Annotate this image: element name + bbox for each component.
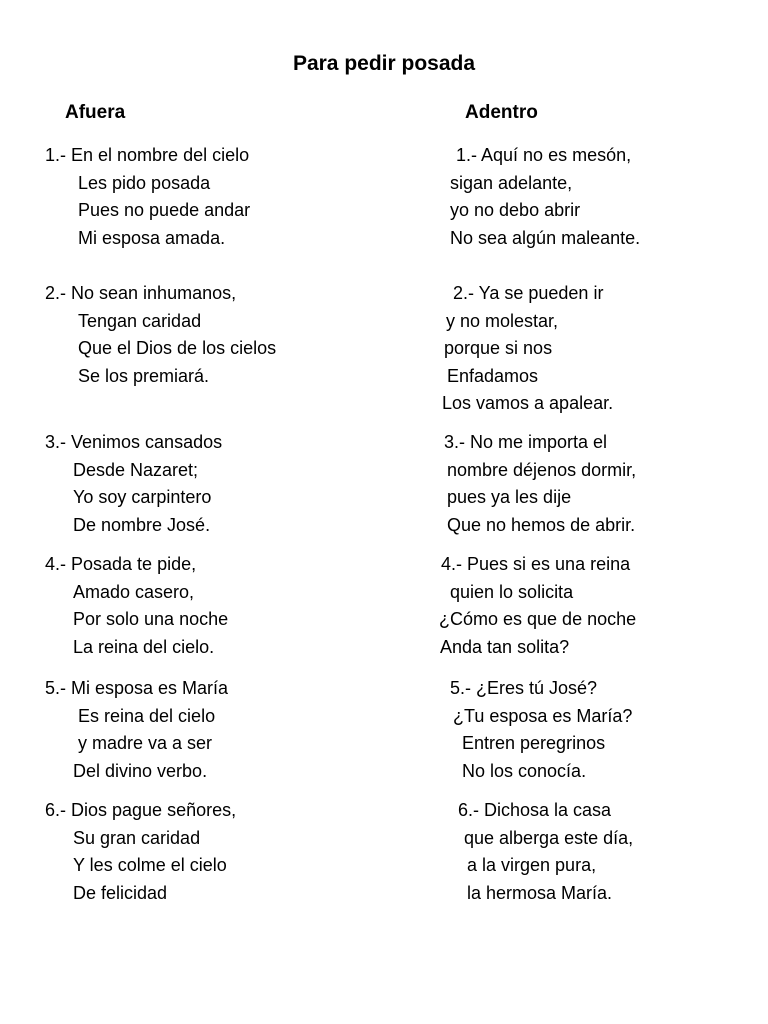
adentro-verse-line: que alberga este día, [464,827,634,848]
afuera-verse-line: Y les colme el cielo [73,855,227,875]
adentro-verse-line: Que no hemos de abrir. [447,514,636,535]
adentro-verse-line: y no molestar, [446,310,559,331]
adentro-verse-line: ¿Cómo es que de noche [439,609,637,629]
adentro-verse-line: nombre déjenos dormir, [447,459,637,480]
page-title: Para pedir posada [292,52,476,75]
adentro-verse-line: 5.- ¿Eres tú José? [450,678,598,698]
adentro-verse-line: 3.- No me importa el [444,432,608,452]
afuera-verse-line: Tengan caridad [78,310,202,331]
afuera-verse-line: Su gran caridad [73,827,201,848]
afuera-verse-line: La reina del cielo. [73,636,215,657]
adentro-verse-line: a la virgen pura, [467,855,597,875]
adentro-verse-line: ¿Tu esposa es María? [453,705,633,726]
afuera-verse-line: Amado casero, [73,581,195,602]
adentro-verse-line: porque si nos [444,338,553,358]
afuera-verse-line: Pues no puede andar [78,200,251,220]
afuera-verse-line: y madre va a ser [78,733,213,753]
afuera-verse-line: Que el Dios de los cielos [78,338,277,358]
afuera-verse-line: Se los premiará. [78,365,210,386]
adentro-verse-line: quien lo solicita [450,581,574,602]
adentro-verse-line: Los vamos a apalear. [442,393,614,413]
adentro-verse-line: Anda tan solita? [440,636,570,657]
afuera-verse-line: 2.- No sean inhumanos, [45,283,237,303]
adentro-verse-line: la hermosa María. [467,882,613,903]
adentro-verse-line: 1.- Aquí no es mesón, [456,145,632,165]
afuera-verse-line: Yo soy carpintero [73,487,212,507]
adentro-verse-line: No sea algún maleante. [450,227,641,248]
adentro-verse-line: 2.- Ya se pueden ir [453,283,604,303]
afuera-verse-line: 4.- Posada te pide, [45,554,197,574]
adentro-verse-line: yo no debo abrir [450,200,581,220]
afuera-verse-line: 5.- Mi esposa es María [45,678,229,698]
afuera-verse-line: De nombre José. [73,514,211,535]
afuera-verse-line: Les pido posada [78,172,211,193]
afuera-heading: Afuera [65,102,126,123]
adentro-verse-line: Entren peregrinos [462,733,606,753]
adentro-heading: Adentro [465,102,538,123]
adentro-verse-line: sigan adelante, [450,172,573,193]
adentro-verse-line: 6.- Dichosa la casa [458,800,612,820]
afuera-verse-line: Por solo una noche [73,609,229,629]
afuera-verse-line: Mi esposa amada. [78,227,226,248]
afuera-verse-line: Es reina del cielo [78,705,216,726]
adentro-verse-line: Enfadamos [447,365,539,386]
afuera-verse-line: 1.- En el nombre del cielo [45,145,250,165]
afuera-verse-line: De felicidad [73,882,168,903]
afuera-verse-line: Del divino verbo. [73,760,208,781]
adentro-verse-line: pues ya les dije [447,487,572,507]
afuera-verse-line: 3.- Venimos cansados [45,432,223,452]
afuera-verse-line: Desde Nazaret; [73,459,199,480]
adentro-verse-line: 4.- Pues si es una reina [441,554,631,574]
adentro-verse-line: No los conocía. [462,760,587,781]
afuera-verse-line: 6.- Dios pague señores, [45,800,237,820]
